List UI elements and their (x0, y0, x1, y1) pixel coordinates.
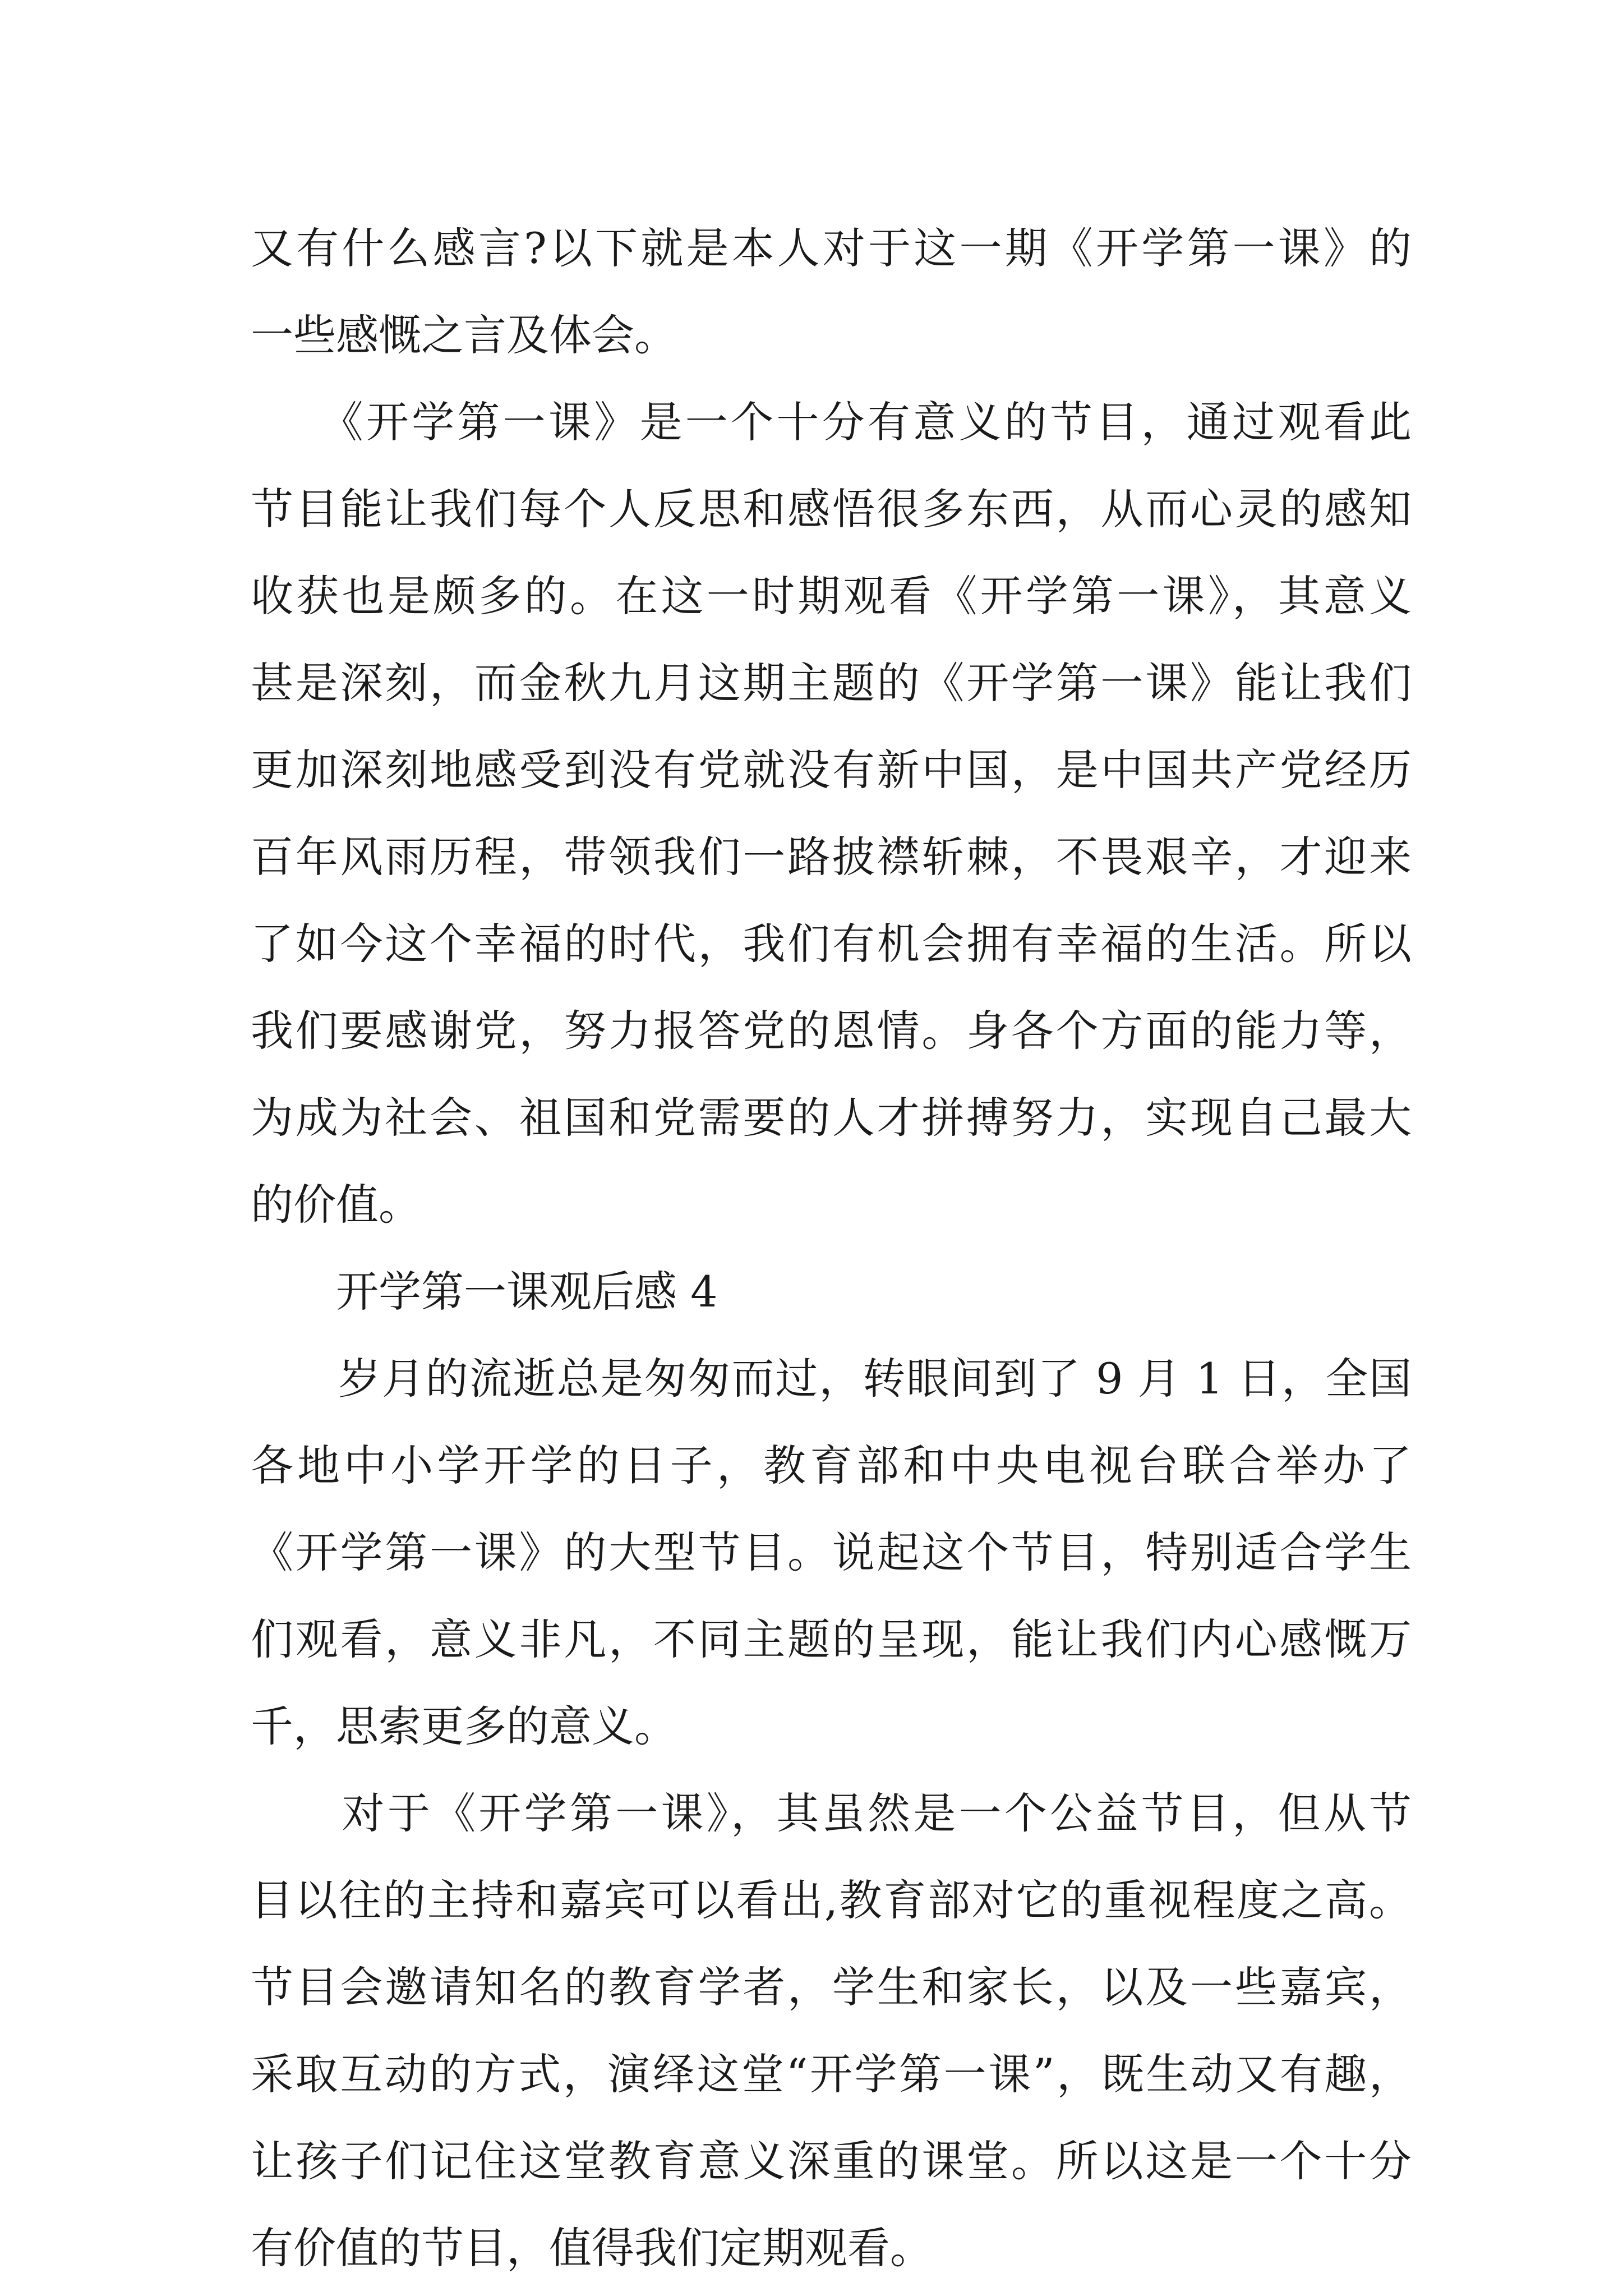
section-heading: 开学第一课观后感 4 (251, 1267, 718, 1317)
text-line: 们观看，意义非凡，不同主题的呈现，能让我们内心感慨万 (251, 1614, 1412, 1664)
text-line: 《开学第一课》是一个十分有意义的节目，通过观看此 (251, 397, 1412, 447)
text-line: 岁月的流逝总是匆匆而过，转眼间到了 9 月 1 日，全国 (251, 1354, 1412, 1404)
text-line: 《开学第一课》的大型节目。说起这个节目，特别适合学生 (251, 1527, 1412, 1577)
text-line: 目以往的主持和嘉宾可以看出,教育部对它的重视程度之高。 (251, 1875, 1412, 1925)
text-line: 更加深刻地感受到没有党就没有新中国，是中国共产党经历 (251, 745, 1412, 795)
text-line: 千，思索更多的意义。 (251, 1701, 677, 1751)
text-line: 又有什么感言?以下就是本人对于这一期《开学第一课》的 (251, 223, 1412, 273)
text-line: 节目能让我们每个人反思和感悟很多东西，从而心灵的感知 (251, 484, 1412, 534)
text-line: 一些感慨之言及体会。 (251, 310, 677, 360)
body-text (251, 205, 1412, 2292)
text-line: 的价值。 (251, 1180, 421, 1230)
text-line: 各地中小学开学的日子，教育部和中央电视台联合举办了 (251, 1441, 1412, 1490)
text-line: 百年风雨历程，带领我们一路披襟斩棘，不畏艰辛，才迎来 (251, 832, 1412, 882)
text-line: 甚是深刻，而金秋九月这期主题的《开学第一课》能让我们 (251, 658, 1412, 708)
text-line: 了如今这个幸福的时代，我们有机会拥有幸福的生活。所以 (251, 919, 1412, 969)
text-line: 收获也是颇多的。在这一时期观看《开学第一课》，其意义 (251, 571, 1412, 621)
text-line: 有价值的节目，值得我们定期观看。 (251, 2223, 933, 2273)
text-line: 采取互动的方式，演绎这堂“开学第一课”，既生动又有趣， (251, 2049, 1412, 2099)
text-line: 对于《开学第一课》，其虽然是一个公益节目，但从节 (251, 1788, 1412, 1838)
text-line: 我们要感谢党，努力报答党的恩情。身各个方面的能力等， (251, 1006, 1412, 1056)
text-line: 让孩子们记住这堂教育意义深重的课堂。所以这是一个十分 (251, 2136, 1412, 2186)
text-line: 节目会邀请知名的教育学者，学生和家长，以及一些嘉宾， (251, 1962, 1412, 2012)
text-line: 为成为社会、祖国和党需要的人才拼搏努力，实现自己最大 (251, 1093, 1412, 1143)
